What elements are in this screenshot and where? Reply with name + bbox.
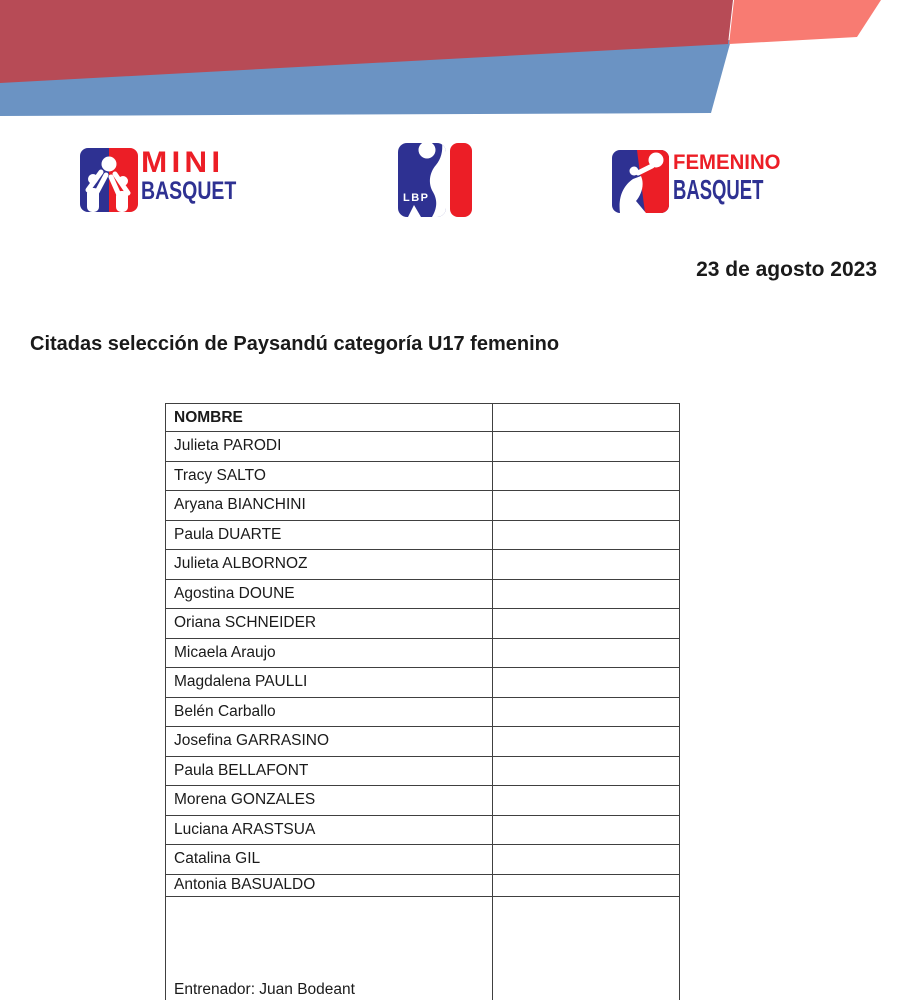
- player-name-cell: Tracy SALTO: [166, 461, 493, 491]
- player-name-cell: Oriana SCHNEIDER: [166, 609, 493, 639]
- player-name-cell: Josefina GARRASINO: [166, 727, 493, 757]
- empty-cell: [493, 668, 680, 698]
- empty-cell: [493, 727, 680, 757]
- table-row: [166, 727, 680, 757]
- document-date: 23 de agosto 2023: [696, 258, 877, 281]
- femenino-wordmark-line1: FEMENINO: [673, 151, 781, 174]
- player-name-cell: Micaela Araujo: [166, 638, 493, 668]
- empty-cell: [493, 896, 680, 1000]
- table-row: [166, 461, 680, 491]
- femenino-wordmark-line2: BASQUET: [673, 174, 764, 205]
- player-name-cell: Antonia BASUALDO: [166, 874, 493, 896]
- mini-basquet-logo-icon: [80, 148, 138, 212]
- lbp-logo-icon: [398, 143, 472, 217]
- coach-cell: Entrenador: Juan Bodeant: [166, 896, 493, 1000]
- empty-cell: [493, 697, 680, 727]
- column-header-empty: [493, 404, 680, 432]
- table-row: [166, 874, 680, 896]
- player-name-cell: Belén Carballo: [166, 697, 493, 727]
- table-row: [166, 550, 680, 580]
- coach-row: [166, 896, 680, 1000]
- table-row: [166, 491, 680, 521]
- table-row: [166, 579, 680, 609]
- femenino-basquet-logo-icon: [612, 150, 669, 213]
- table-header-row: [166, 404, 680, 432]
- empty-cell: [493, 609, 680, 639]
- table-row: [166, 786, 680, 816]
- table-row: [166, 432, 680, 462]
- player-name-cell: Agostina DOUNE: [166, 579, 493, 609]
- player-name-cell: Luciana ARASTSUA: [166, 815, 493, 845]
- page-title: Citadas selección de Paysandú categoría U17 femenino: [30, 333, 560, 355]
- empty-cell: [493, 756, 680, 786]
- empty-cell: [493, 520, 680, 550]
- lbp-logo-label: LBP: [403, 192, 430, 204]
- table-row: [166, 845, 680, 875]
- empty-cell: [493, 461, 680, 491]
- table-row: [166, 697, 680, 727]
- empty-cell: [493, 845, 680, 875]
- empty-cell: [493, 786, 680, 816]
- table-row: [166, 815, 680, 845]
- player-name-cell: Julieta ALBORNOZ: [166, 550, 493, 580]
- empty-cell: [493, 491, 680, 521]
- empty-cell: [493, 579, 680, 609]
- table-row: [166, 638, 680, 668]
- empty-cell: [493, 550, 680, 580]
- player-name-cell: Aryana BIANCHINI: [166, 491, 493, 521]
- mini-wordmark-line1: MINI: [141, 146, 225, 179]
- player-name-cell: Morena GONZALES: [166, 786, 493, 816]
- column-header-nombre: NOMBRE: [166, 404, 493, 432]
- table-row: [166, 668, 680, 698]
- table-row: [166, 756, 680, 786]
- empty-cell: [493, 638, 680, 668]
- player-name-cell: Paula DUARTE: [166, 520, 493, 550]
- header-salmon-shape: [729, 0, 881, 44]
- player-name-cell: Paula BELLAFONT: [166, 756, 493, 786]
- empty-cell: [493, 874, 680, 896]
- header-banner-decoration: [0, 0, 904, 125]
- table-row: [166, 609, 680, 639]
- ball-icon: [102, 157, 117, 172]
- player-name-cell: Magdalena PAULLI: [166, 668, 493, 698]
- table-row: [166, 520, 680, 550]
- femenino-basquet-wordmark: [673, 151, 810, 204]
- player-name-cell: Julieta PARODI: [166, 432, 493, 462]
- mini-basquet-wordmark: [141, 147, 263, 204]
- player-name-cell: Catalina GIL: [166, 845, 493, 875]
- mini-wordmark-line2: BASQUET: [141, 177, 237, 205]
- empty-cell: [493, 815, 680, 845]
- players-table: [165, 403, 680, 1000]
- empty-cell: [493, 432, 680, 462]
